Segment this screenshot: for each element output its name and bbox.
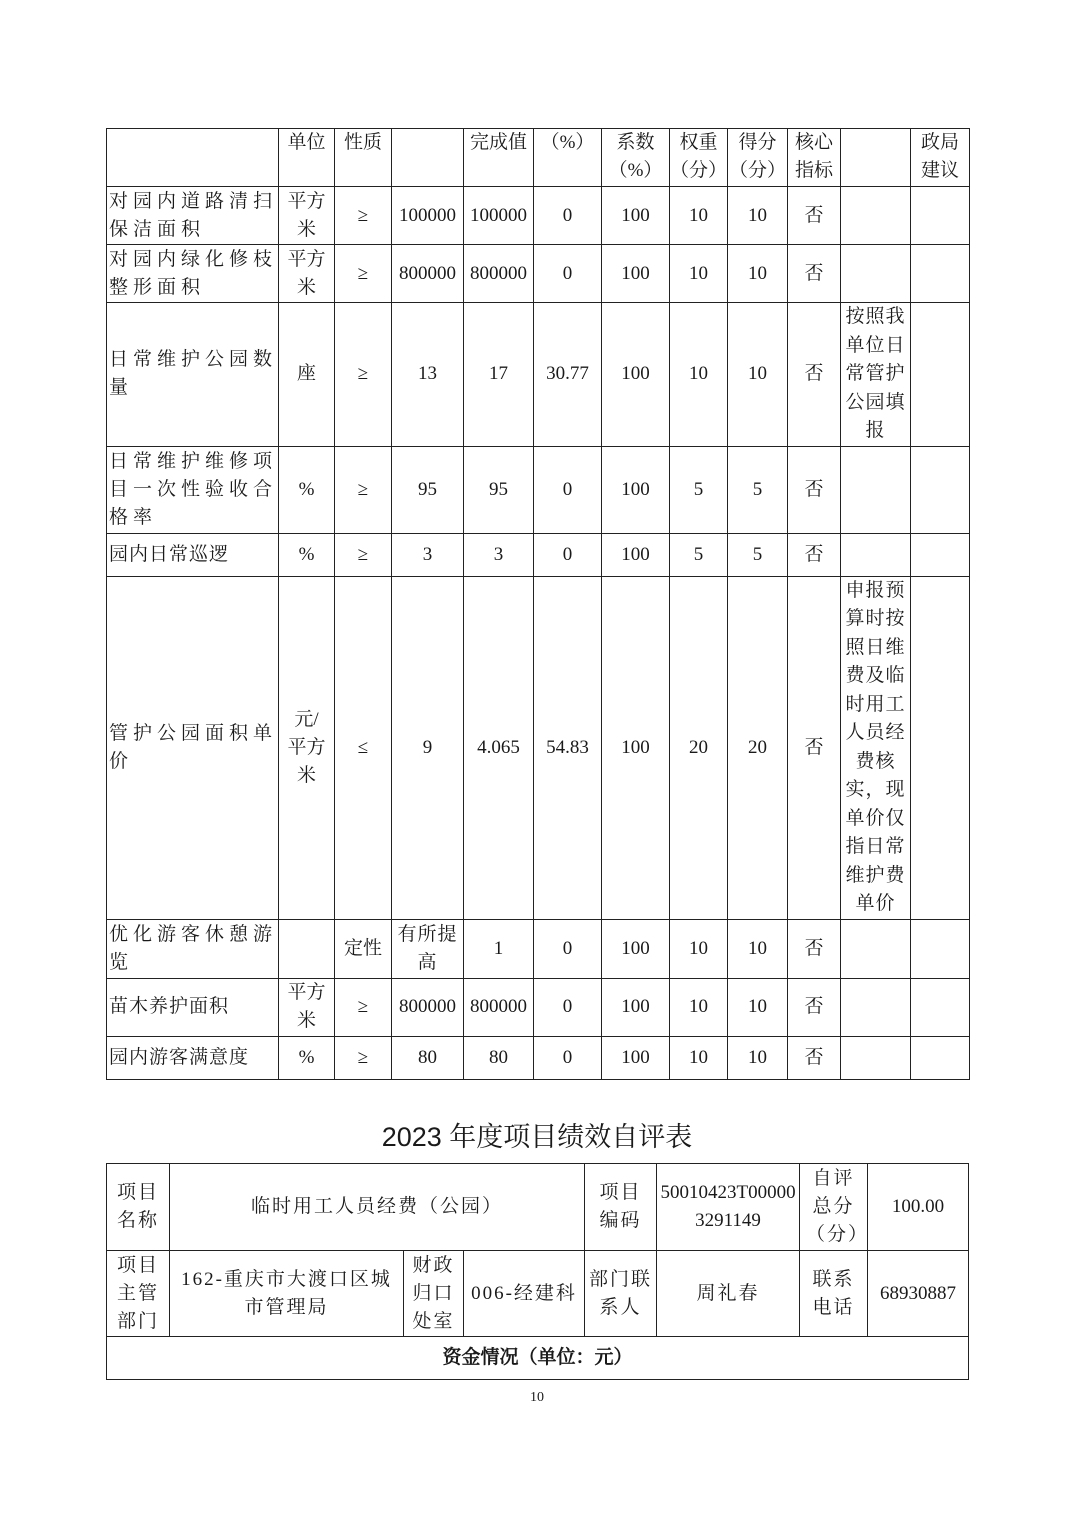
score-cell: 10 [728,187,788,245]
nature-cell: ≥ [335,533,392,576]
core-cell: 否 [788,303,841,447]
weight-cell: 20 [670,576,728,919]
unit-cell: % [279,533,335,576]
coef-cell: 100 [602,978,670,1036]
actual-cell: 95 [464,446,534,533]
dept-label: 项目主管部门 [107,1251,170,1337]
self-score-value: 100.00 [868,1164,969,1251]
remark-cell: 按照我单位日常管护公园填报 [841,303,911,447]
core-cell: 否 [788,533,841,576]
indicator-name: 园内日常巡逻 [107,533,279,576]
target-cell: 9 [392,576,464,919]
table-row [107,978,970,1036]
table-row [107,245,970,303]
actual-cell: 800000 [464,978,534,1036]
phone-label: 联系电话 [800,1251,868,1337]
advice-cell [911,576,970,919]
dept-row [107,1251,969,1337]
weight-cell: 5 [670,446,728,533]
project-info-table [106,1163,969,1380]
nature-cell: ≥ [335,1036,392,1079]
coef-cell: 100 [602,1036,670,1079]
unit-cell: 平方米 [279,187,335,245]
coef-cell: 100 [602,533,670,576]
remark-cell [841,533,911,576]
score-cell: 10 [728,978,788,1036]
indicator-name: 苗木养护面积 [107,978,279,1036]
coef-cell: 100 [602,919,670,978]
unit-cell: % [279,446,335,533]
coef-cell: 100 [602,303,670,447]
coef-cell: 100 [602,446,670,533]
indicator-name: 日常维护公园数量 [107,303,279,447]
indicator-name: 对园内道路清扫保洁面积 [107,187,279,245]
coef-cell: 100 [602,187,670,245]
score-cell: 5 [728,533,788,576]
table-row [107,187,970,245]
score-cell: 10 [728,919,788,978]
header-target [392,129,464,187]
funds-heading-row [107,1337,969,1380]
core-cell: 否 [788,1036,841,1079]
nature-cell: 定性 [335,919,392,978]
funds-heading: 资金情况（单位：元） [107,1337,969,1380]
nature-cell: ≤ [335,576,392,919]
advice-cell [911,187,970,245]
actual-cell: 100000 [464,187,534,245]
table-row [107,919,970,978]
indicator-name: 对园内绿化修枝整形面积 [107,245,279,303]
target-cell: 800000 [392,978,464,1036]
core-cell: 否 [788,446,841,533]
nature-cell: ≥ [335,245,392,303]
table-row [107,533,970,576]
unit-cell: % [279,1036,335,1079]
table-row [107,1036,970,1079]
pct-cell: 0 [534,533,602,576]
project-name-label: 项目名称 [107,1164,170,1251]
header-score: 得分 （分） [728,129,788,187]
score-cell: 10 [728,245,788,303]
header-core: 核心 指标 [788,129,841,187]
pct-cell: 0 [534,446,602,533]
advice-cell [911,303,970,447]
target-cell: 800000 [392,245,464,303]
remark-cell [841,919,911,978]
indicator-name: 日常维护维修项目一次性验收合格率 [107,446,279,533]
remark-cell [841,187,911,245]
project-name-row [107,1164,969,1251]
indicator-name: 园内游客满意度 [107,1036,279,1079]
weight-cell: 10 [670,245,728,303]
target-cell: 13 [392,303,464,447]
page-number: 10 [530,1390,544,1405]
table-header-row [107,129,970,187]
actual-cell: 17 [464,303,534,447]
unit-cell: 平方米 [279,245,335,303]
remark-cell: 申报预算时按照日维费及临时用工人员经费核实，现单价仅指日常维护费单价 [841,576,911,919]
pct-cell: 30.77 [534,303,602,447]
self-score-label: 自评总分（分） [800,1164,868,1251]
remark-cell [841,245,911,303]
header-nature: 性质 [335,129,392,187]
contact-value: 周礼春 [657,1251,800,1337]
table-row [107,446,970,533]
indicator-name: 优化游客休憩游览 [107,919,279,978]
header-weight: 权重 （分） [670,129,728,187]
remark-cell [841,1036,911,1079]
target-cell: 95 [392,446,464,533]
header-indicator [107,129,279,187]
advice-cell [911,1036,970,1079]
weight-cell: 10 [670,187,728,245]
target-cell: 有所提高 [392,919,464,978]
contact-label: 部门联系人 [585,1251,657,1337]
pct-cell: 0 [534,1036,602,1079]
indicator-name: 管护公园面积单价 [107,576,279,919]
weight-cell: 10 [670,303,728,447]
indicator-table [106,128,970,1080]
advice-cell [911,919,970,978]
advice-cell [911,245,970,303]
score-cell: 5 [728,446,788,533]
core-cell: 否 [788,919,841,978]
target-cell: 80 [392,1036,464,1079]
actual-cell: 800000 [464,245,534,303]
table-row [107,576,970,919]
coef-cell: 100 [602,576,670,919]
advice-cell [911,533,970,576]
header-advice: 政局 建议 [911,129,970,187]
table-row [107,303,970,447]
remark-cell [841,978,911,1036]
header-remark [841,129,911,187]
project-code-label: 项目编码 [585,1164,657,1251]
score-cell: 10 [728,303,788,447]
pct-cell: 0 [534,919,602,978]
nature-cell: ≥ [335,303,392,447]
pct-cell: 0 [534,245,602,303]
project-code-value: 50010423T000003291149 [657,1164,800,1251]
project-name-value: 临时用工人员经费（公园） [170,1164,585,1251]
phone-value: 68930887 [868,1251,969,1337]
finance-office-value: 006-经建科 [464,1251,585,1337]
target-cell: 3 [392,533,464,576]
header-pct: （%） [534,129,602,187]
pct-cell: 0 [534,978,602,1036]
unit-cell [279,919,335,978]
weight-cell: 10 [670,919,728,978]
unit-cell: 座 [279,303,335,447]
advice-cell [911,978,970,1036]
coef-cell: 100 [602,245,670,303]
weight-cell: 5 [670,533,728,576]
actual-cell: 1 [464,919,534,978]
header-coef: 系数 （%） [602,129,670,187]
actual-cell: 80 [464,1036,534,1079]
score-cell: 10 [728,1036,788,1079]
unit-cell: 平方米 [279,978,335,1036]
core-cell: 否 [788,245,841,303]
core-cell: 否 [788,187,841,245]
section-title: 2023 年度项目绩效自评表 [381,1122,693,1152]
unit-cell: 元/平方米 [279,576,335,919]
pct-cell: 0 [534,187,602,245]
dept-value: 162-重庆市大渡口区城市管理局 [170,1251,404,1337]
core-cell: 否 [788,978,841,1036]
core-cell: 否 [788,576,841,919]
header-unit: 单位 [279,129,335,187]
remark-cell [841,446,911,533]
pct-cell: 54.83 [534,576,602,919]
actual-cell: 4.065 [464,576,534,919]
finance-office-label: 财政归口处室 [404,1251,464,1337]
nature-cell: ≥ [335,978,392,1036]
target-cell: 100000 [392,187,464,245]
nature-cell: ≥ [335,187,392,245]
weight-cell: 10 [670,1036,728,1079]
weight-cell: 10 [670,978,728,1036]
advice-cell [911,446,970,533]
nature-cell: ≥ [335,446,392,533]
actual-cell: 3 [464,533,534,576]
header-actual: 完成值 [464,129,534,187]
score-cell: 20 [728,576,788,919]
